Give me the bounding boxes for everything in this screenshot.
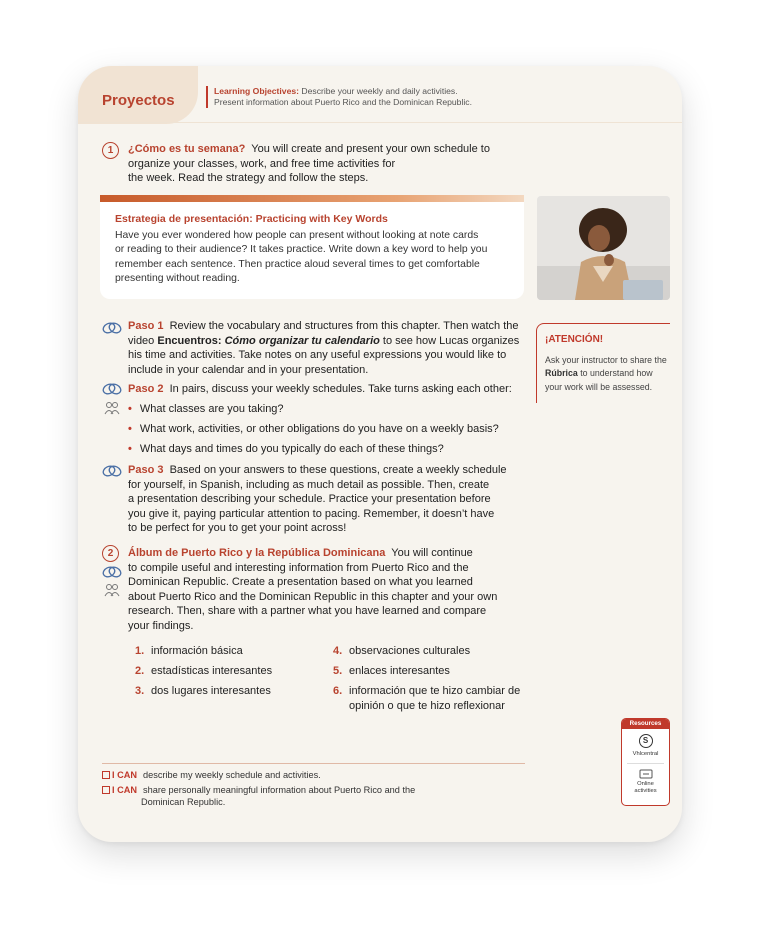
section-tab-label: Proyectos bbox=[102, 92, 175, 109]
student-photo bbox=[537, 196, 670, 300]
video-link-icon bbox=[102, 321, 122, 335]
ican-divider bbox=[102, 763, 525, 764]
section1-intro: ¿Cómo es tu semana? You will create and present your own schedule to organize your classes, work, and free time activities for the week. Read the strategy and follow the steps. bbox=[128, 143, 490, 185]
list-item: 1. información básica bbox=[135, 645, 243, 657]
attention-box bbox=[536, 323, 670, 403]
paso1-label: Paso 1 bbox=[128, 320, 164, 332]
online-activities-link[interactable]: Online activities bbox=[622, 769, 669, 795]
objective-1: Describe your weekly and daily activities. bbox=[301, 86, 458, 96]
header-rule bbox=[78, 122, 682, 123]
paso2-text: Paso 2 In pairs, discuss your weekly schedules. Take turns asking each other: bbox=[128, 383, 512, 395]
video-link-icon bbox=[102, 382, 122, 396]
strategy-accent-bar bbox=[100, 195, 524, 202]
vhlcentral-icon: S bbox=[639, 734, 653, 748]
rubrica-term: Rúbrica bbox=[545, 368, 578, 379]
ican-statement-1: I CAN describe my weekly schedule and activities. bbox=[102, 769, 321, 781]
list-item: 4. observaciones culturales bbox=[333, 645, 471, 657]
textbook-page bbox=[78, 66, 682, 842]
paso2-label: Paso 2 bbox=[128, 383, 164, 395]
section2-intro: Álbum de Puerto Rico y la República Dominicana You will continue to compile useful and interesting information from Puerto Rico and the Dominican Republic. Create a presentation based on what you learned about Puerto Rico and the Dominican Republic in this chapter and your own research. Then, share with a partner what you have learned and compare your findings. bbox=[128, 547, 498, 632]
ican-checkbox[interactable] bbox=[102, 786, 110, 794]
list-item: 5. enlaces interesantes bbox=[333, 665, 450, 677]
list-item: 2. estadísticas interesantes bbox=[135, 665, 273, 677]
attention-title: ¡ATENCIÓN! bbox=[545, 334, 604, 345]
activity-number-2: 2 bbox=[102, 545, 119, 562]
list-item: • What days and times do you typically do each of these things? bbox=[128, 443, 444, 455]
ican-checkbox[interactable] bbox=[102, 771, 110, 779]
video-title: Cómo organizar tu calendario bbox=[224, 334, 380, 347]
resources-divider bbox=[627, 763, 664, 764]
list-item: 3. dos lugares interesantes bbox=[135, 685, 271, 697]
online-activities-icon bbox=[639, 769, 653, 779]
paso1-text: Paso 1 Review the vocabulary and structures from this chapter. Then watch the video Encuentros: Cómo organizar tu calendario to see how Lucas organizes his time and activities. Take notes on any useful expressions you would like to include in your calendar and in your presentation. bbox=[128, 320, 520, 376]
strategy-box bbox=[100, 195, 524, 299]
pair-work-icon bbox=[102, 583, 122, 597]
paso3-text: Paso 3 Based on your answers to these questions, create a weekly schedule for yourself, in Spanish, including as much detail as possible. Then, create a presentation describing your schedule. Practice your presentation before you give it, paying particular attention to pacing. Remember, it doesn’t have to be perfect for you to get your point across! bbox=[128, 464, 507, 535]
video-link-icon bbox=[102, 464, 122, 478]
vhlcentral-link[interactable]: S Vhlcentral bbox=[632, 736, 659, 757]
strategy-body: Have you ever wondered how people can present without looking at note cards or reading to their audience? It takes practice. Write down a key word to help you remember each sentence. Then practice aloud several times to get comfortable presenting without reading. bbox=[115, 230, 488, 285]
list-item: 6. información que te hizo cambiar de opinión o que te hizo reflexionar bbox=[333, 685, 521, 712]
section2-title: Álbum de Puerto Rico y la República Dominicana bbox=[128, 547, 386, 559]
pair-work-icon bbox=[102, 401, 122, 415]
objectives-label: Learning Objectives: bbox=[214, 86, 300, 96]
video-link-icon bbox=[102, 565, 122, 579]
paso3-label: Paso 3 bbox=[128, 464, 164, 476]
section1-title: ¿Cómo es tu semana? bbox=[128, 143, 246, 155]
strategy-title: Estrategia de presentación: Practicing with Key Words bbox=[115, 213, 388, 225]
resources-box bbox=[621, 718, 670, 806]
attention-body: Ask your instructor to share the Rúbrica to understand how your work will be assessed. bbox=[545, 355, 667, 392]
objective-2: Present information about Puerto Rico and the Dominican Republic. bbox=[214, 97, 472, 107]
ican-statement-2: I CAN share personally meaningful information about Puerto Rico and the Dominican Republic. bbox=[102, 784, 415, 808]
resources-header: Resources bbox=[622, 719, 669, 729]
section-tab bbox=[78, 66, 198, 124]
activity-number-1: 1 bbox=[102, 142, 119, 159]
list-item: • What work, activities, or other obligations do you have on a weekly basis? bbox=[128, 423, 499, 435]
learning-objectives bbox=[206, 86, 472, 108]
list-item: • What classes are you taking? bbox=[128, 403, 284, 415]
